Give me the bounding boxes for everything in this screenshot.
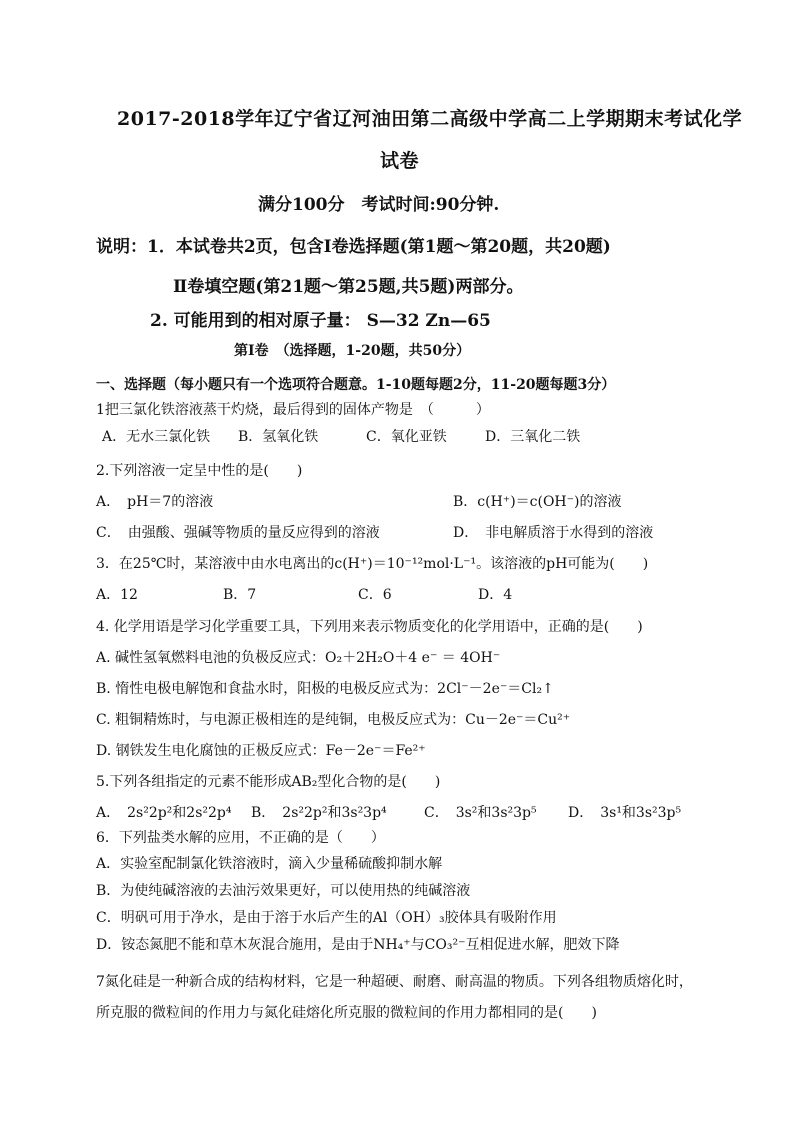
question-6-stem: 6．下列盐类水解的应用，不正确的是（ ）: [96, 830, 385, 846]
question-3-options: [96, 584, 696, 604]
question-6-option-d: D．铵态氮肥不能和草木灰混合施用，是由于NH₄⁺与CO₃²⁻互相促进水解，肥效下降: [96, 937, 620, 953]
question-4-option-d: D. 钢铁发生电化腐蚀的正极反应式：Fe－2e⁻＝Fe²⁺: [96, 743, 426, 759]
section-title: 一、选择题（每小题只有一个选项符合题意。1-10题每题2分，11-20题每题3分）: [96, 377, 616, 393]
question-2-option-d: D． 非电解质溶于水得到的溶液: [453, 525, 654, 541]
question-1-option-a: A．无水三氯化铁: [102, 429, 211, 445]
question-5-option-b: B． 2s²2p²和3s²3p⁴: [251, 805, 387, 821]
question-2-stem: 2.下列溶液一定呈中性的是( ): [96, 463, 303, 479]
part1-title: 第Ⅰ卷 （选择题，1-20题，共50分）: [234, 343, 471, 359]
question-6-option-a: A．实验室配制氯化铁溶液时，滴入少量稀硫酸抑制水解: [96, 856, 443, 872]
question-5-option-c: C． 3s²和3s²3p⁵: [424, 805, 537, 821]
question-5-options: [96, 802, 716, 822]
question-4-option-b: B. 惰性电极电解饱和食盐水时，阳极的电极反应式为：2Cl⁻－2e⁻＝Cl₂↑: [96, 681, 554, 697]
question-1-option-d: D．三氧化二铁: [485, 429, 581, 445]
question-3-option-c: C．6: [358, 587, 392, 603]
question-7-stem: 7氮化硅是一种新合成的结构材料，它是一种超硬、耐磨、耐高温的物质。下列各组物质熔化时，: [96, 974, 693, 990]
question-2-option-c: C． 由强酸、强碱等物质的量反应得到的溶液: [96, 525, 380, 541]
question-3-option-a: A．12: [96, 587, 138, 603]
question-1-stem: 1把三氯化铁溶液蒸干灼烧，最后得到的固体产物是 （ ）: [96, 402, 490, 418]
exam-title-line2: 试卷: [380, 150, 420, 172]
instructions-line3: 2. 可能用到的相对原子量： S—32 Zn—65: [150, 311, 491, 331]
score-time: 满分100分 考试时间:90分钟.: [258, 195, 500, 215]
question-6-option-b: B．为使纯碱溶液的去油污效果更好，可以使用热的纯碱溶液: [96, 883, 471, 899]
question-4-option-c: C. 粗铜精炼时，与电源正极相连的是纯铜，电极反应式为：Cu－2e⁻＝Cu²⁺: [96, 712, 571, 728]
instructions-line1: 说明：1．本试卷共2页，包含Ⅰ卷选择题(第1题～第20题，共20题): [96, 237, 611, 257]
question-3-stem: 3．在25℃时，某溶液中由水电离出的c(H⁺)＝10⁻¹²mol·L⁻¹。该溶液的pH可能为( ): [96, 556, 649, 572]
question-1-option-c: C．氧化亚铁: [366, 429, 447, 445]
instructions-line2: Ⅱ卷填空题(第21题～第25题,共5题)两部分。: [173, 277, 524, 297]
question-6-option-c: C．明矾可用于净水，是由于溶于水后产生的Al（OH）₃胶体具有吸附作用: [96, 910, 557, 926]
question-1-options: [96, 426, 696, 446]
question-3-option-d: D．4: [478, 587, 513, 603]
question-7-stem-continued: 所克服的微粒间的作用力与氮化硅熔化所克服的微粒间的作用力都相同的是( ): [96, 1005, 597, 1021]
question-4-stem: 4. 化学用语是学习化学重要工具，下列用来表示物质变化的化学用语中，正确的是( ): [96, 619, 643, 635]
question-5-option-d: D． 3s¹和3s²3p⁵: [568, 805, 682, 821]
exam-title-line1: 2017-2018学年辽宁省辽河油田第二高级中学高二上学期期末考试化学: [117, 108, 743, 130]
question-2-options-row2: [96, 522, 696, 542]
question-5-stem: 5.下列各组指定的元素不能形成AB₂型化合物的是( ): [96, 774, 441, 790]
question-3-option-b: B．7: [223, 587, 257, 603]
question-5-option-a: A． 2s²2p²和2s²2p⁴: [96, 805, 232, 821]
question-2-option-a: A． pH＝7的溶液: [96, 494, 214, 510]
question-2-options-row1: [96, 491, 696, 511]
question-1-option-b: B．氢氧化铁: [238, 429, 319, 445]
question-2-option-b: B．c(H⁺)＝c(OH⁻)的溶液: [453, 494, 622, 510]
question-4-option-a: A. 碱性氢氧燃料电池的负极反应式：O₂＋2H₂O＋4 e⁻ ＝ 4OH⁻: [96, 650, 501, 666]
